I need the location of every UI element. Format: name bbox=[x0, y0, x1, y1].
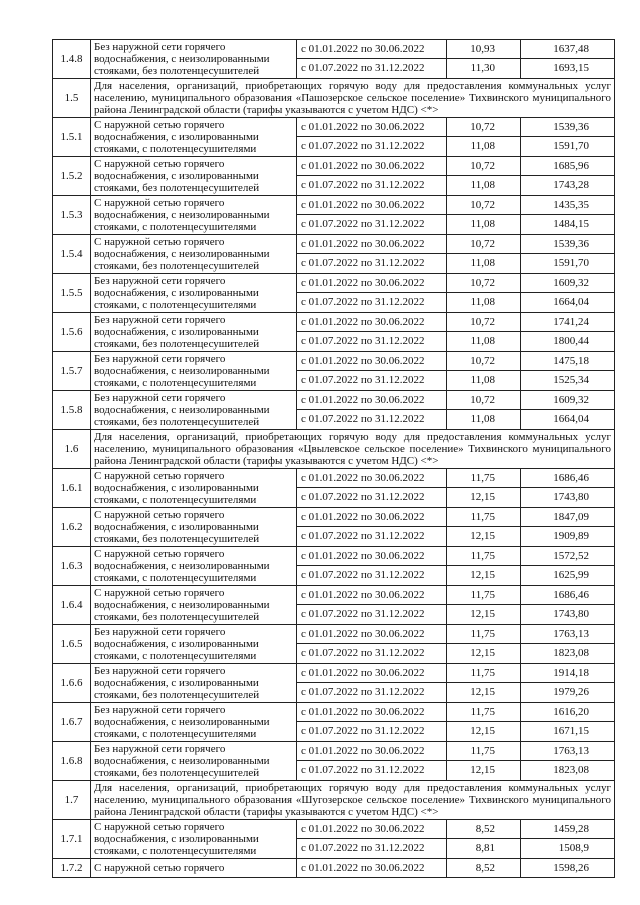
rate-component-1: 11,30 bbox=[447, 59, 521, 79]
rate-component-2: 1763,13 bbox=[521, 625, 615, 644]
period-second-half: с 01.07.2022 по 31.12.2022 bbox=[297, 488, 447, 508]
period-first-half: с 01.01.2022 по 30.06.2022 bbox=[297, 391, 447, 410]
period-second-half: с 01.07.2022 по 31.12.2022 bbox=[297, 839, 447, 859]
item-number: 1.5.8 bbox=[53, 391, 91, 430]
item-number: 1.6.1 bbox=[53, 469, 91, 508]
rate-component-1: 12,15 bbox=[447, 722, 521, 742]
rate-component-1: 11,08 bbox=[447, 137, 521, 157]
rate-component-1: 11,75 bbox=[447, 586, 521, 605]
item-number: 1.5.6 bbox=[53, 313, 91, 352]
period-second-half: с 01.07.2022 по 31.12.2022 bbox=[297, 371, 447, 391]
table-row bbox=[53, 352, 615, 371]
item-description: Без наружной сети горячего водоснабжения, с изолированными стояками, без полотенцесушителей bbox=[91, 664, 297, 703]
item-description: Без наружной сети горячего водоснабжения, с изолированными стояками, без полотенцесушителей bbox=[91, 313, 297, 352]
rate-component-1: 10,72 bbox=[447, 196, 521, 215]
table-row bbox=[53, 196, 615, 215]
period-second-half: с 01.07.2022 по 31.12.2022 bbox=[297, 59, 447, 79]
rate-component-1: 12,15 bbox=[447, 527, 521, 547]
rate-component-1: 10,93 bbox=[447, 40, 521, 59]
period-first-half: с 01.01.2022 по 30.06.2022 bbox=[297, 586, 447, 605]
table-row bbox=[53, 859, 615, 878]
item-number: 1.6.6 bbox=[53, 664, 91, 703]
rate-component-2: 1508,9 bbox=[521, 839, 615, 859]
rate-component-2: 1539,36 bbox=[521, 118, 615, 137]
period-first-half: с 01.01.2022 по 30.06.2022 bbox=[297, 664, 447, 683]
item-description: Без наружной сети горячего водоснабжения, с неизолированными стояками, без полотенцесушителей bbox=[91, 40, 297, 79]
rate-component-2: 1435,35 bbox=[521, 196, 615, 215]
tariff-table-body bbox=[53, 40, 615, 878]
item-description: С наружной сетью горячего водоснабжения, с неизолированными стояками, без полотенцесушителей bbox=[91, 235, 297, 274]
period-first-half: с 01.01.2022 по 30.06.2022 bbox=[297, 547, 447, 566]
rate-component-1: 12,15 bbox=[447, 644, 521, 664]
item-description: С наружной сетью горячего водоснабжения, с изолированными стояками, с полотенцесушителями bbox=[91, 118, 297, 157]
section-description: Для населения, организаций, приобретающих горячую воду для предоставления коммунальных услуг населению, муниципального образования «Пашозерское сельское поселение» Тихвинского муниципального района Ленинградской области (тарифы указываются с учетом НДС) <*> bbox=[91, 79, 615, 118]
rate-component-2: 1914,18 bbox=[521, 664, 615, 683]
table-row bbox=[53, 391, 615, 410]
section-description: Для населения, организаций, приобретающих горячую воду для предоставления коммунальных услуг населению, муниципального образования «Цвылевское сельское поселение» Тихвинского муниципального района Ленинградской области (тарифы указываются с учетом НДС) <*> bbox=[91, 430, 615, 469]
period-first-half: с 01.01.2022 по 30.06.2022 bbox=[297, 352, 447, 371]
period-second-half: с 01.07.2022 по 31.12.2022 bbox=[297, 722, 447, 742]
rate-component-2: 1909,89 bbox=[521, 527, 615, 547]
rate-component-2: 1800,44 bbox=[521, 332, 615, 352]
rate-component-1: 12,15 bbox=[447, 683, 521, 703]
item-number: 1.5.1 bbox=[53, 118, 91, 157]
rate-component-1: 11,08 bbox=[447, 293, 521, 313]
tariff-table bbox=[52, 39, 615, 878]
item-number: 1.5.2 bbox=[53, 157, 91, 196]
rate-component-2: 1979,26 bbox=[521, 683, 615, 703]
period-first-half: с 01.01.2022 по 30.06.2022 bbox=[297, 703, 447, 722]
rate-component-1: 10,72 bbox=[447, 235, 521, 254]
table-row bbox=[53, 820, 615, 839]
rate-component-2: 1693,15 bbox=[521, 59, 615, 79]
period-second-half: с 01.07.2022 по 31.12.2022 bbox=[297, 683, 447, 703]
rate-component-2: 1539,36 bbox=[521, 235, 615, 254]
rate-component-1: 11,08 bbox=[447, 410, 521, 430]
rate-component-2: 1625,99 bbox=[521, 566, 615, 586]
table-row bbox=[53, 547, 615, 566]
rate-component-2: 1664,04 bbox=[521, 410, 615, 430]
rate-component-2: 1823,08 bbox=[521, 761, 615, 781]
rate-component-1: 11,08 bbox=[447, 215, 521, 235]
rate-component-1: 11,75 bbox=[447, 625, 521, 644]
item-number: 1.5.5 bbox=[53, 274, 91, 313]
item-number: 1.6.7 bbox=[53, 703, 91, 742]
table-row bbox=[53, 625, 615, 644]
table-row bbox=[53, 469, 615, 488]
item-number: 1.5.7 bbox=[53, 352, 91, 391]
period-second-half: с 01.07.2022 по 31.12.2022 bbox=[297, 761, 447, 781]
table-row bbox=[53, 235, 615, 254]
period-first-half: с 01.01.2022 по 30.06.2022 bbox=[297, 196, 447, 215]
table-row bbox=[53, 313, 615, 332]
item-number: 1.7.2 bbox=[53, 859, 91, 878]
item-description: С наружной сетью горячего водоснабжения, с изолированными стояками, с полотенцесушителями bbox=[91, 469, 297, 508]
rate-component-1: 10,72 bbox=[447, 118, 521, 137]
section-description: Для населения, организаций, приобретающих горячую воду для предоставления коммунальных услуг населению, муниципального образования «Шугозерское сельское поселение» Тихвинского муниципального района Ленинградской области (тарифы указываются с учетом НДС) <*> bbox=[91, 781, 615, 820]
rate-component-2: 1572,52 bbox=[521, 547, 615, 566]
rate-component-2: 1525,34 bbox=[521, 371, 615, 391]
item-description: Без наружной сети горячего водоснабжения, с неизолированными стояками, с полотенцесушителями bbox=[91, 352, 297, 391]
period-first-half: с 01.01.2022 по 30.06.2022 bbox=[297, 625, 447, 644]
section-number: 1.6 bbox=[53, 430, 91, 469]
rate-component-1: 11,75 bbox=[447, 742, 521, 761]
rate-component-2: 1741,24 bbox=[521, 313, 615, 332]
table-row bbox=[53, 703, 615, 722]
rate-component-2: 1743,80 bbox=[521, 488, 615, 508]
table-row bbox=[53, 40, 615, 59]
table-row bbox=[53, 157, 615, 176]
rate-component-2: 1616,20 bbox=[521, 703, 615, 722]
rate-component-1: 12,15 bbox=[447, 566, 521, 586]
rate-component-2: 1475,18 bbox=[521, 352, 615, 371]
rate-component-1: 10,72 bbox=[447, 391, 521, 410]
section-row bbox=[53, 781, 615, 820]
period-first-half: с 01.01.2022 по 30.06.2022 bbox=[297, 508, 447, 527]
section-number: 1.5 bbox=[53, 79, 91, 118]
rate-component-1: 8,81 bbox=[447, 839, 521, 859]
period-first-half: с 01.01.2022 по 30.06.2022 bbox=[297, 157, 447, 176]
table-row bbox=[53, 274, 615, 293]
table-row bbox=[53, 664, 615, 683]
rate-component-2: 1591,70 bbox=[521, 137, 615, 157]
period-second-half: с 01.07.2022 по 31.12.2022 bbox=[297, 215, 447, 235]
item-description: Без наружной сети горячего водоснабжения, с неизолированными стояками, без полотенцесушителей bbox=[91, 391, 297, 430]
item-description: Без наружной сети горячего водоснабжения, с неизолированными стояками, без полотенцесушителей bbox=[91, 742, 297, 781]
item-number: 1.6.4 bbox=[53, 586, 91, 625]
rate-component-1: 12,15 bbox=[447, 605, 521, 625]
rate-component-1: 11,08 bbox=[447, 332, 521, 352]
table-row bbox=[53, 118, 615, 137]
period-second-half: с 01.07.2022 по 31.12.2022 bbox=[297, 176, 447, 196]
item-description: Без наружной сети горячего водоснабжения, с изолированными стояками, с полотенцесушителями bbox=[91, 625, 297, 664]
rate-component-1: 11,08 bbox=[447, 254, 521, 274]
rate-component-2: 1686,46 bbox=[521, 469, 615, 488]
rate-component-2: 1686,46 bbox=[521, 586, 615, 605]
rate-component-1: 11,75 bbox=[447, 703, 521, 722]
rate-component-2: 1847,09 bbox=[521, 508, 615, 527]
period-first-half: с 01.01.2022 по 30.06.2022 bbox=[297, 235, 447, 254]
item-description: С наружной сетью горячего bbox=[91, 859, 297, 878]
period-second-half: с 01.07.2022 по 31.12.2022 bbox=[297, 332, 447, 352]
item-description: С наружной сетью горячего водоснабжения, с изолированными стояками, с полотенцесушителями bbox=[91, 820, 297, 859]
table-row bbox=[53, 508, 615, 527]
rate-component-2: 1484,15 bbox=[521, 215, 615, 235]
item-number: 1.5.3 bbox=[53, 196, 91, 235]
rate-component-1: 8,52 bbox=[447, 859, 521, 878]
period-second-half: с 01.07.2022 по 31.12.2022 bbox=[297, 566, 447, 586]
rate-component-2: 1743,80 bbox=[521, 605, 615, 625]
item-number: 1.5.4 bbox=[53, 235, 91, 274]
item-number: 1.4.8 bbox=[53, 40, 91, 79]
period-second-half: с 01.07.2022 по 31.12.2022 bbox=[297, 605, 447, 625]
rate-component-1: 10,72 bbox=[447, 352, 521, 371]
rate-component-2: 1609,32 bbox=[521, 274, 615, 293]
rate-component-1: 8,52 bbox=[447, 820, 521, 839]
rate-component-2: 1459,28 bbox=[521, 820, 615, 839]
rate-component-1: 11,75 bbox=[447, 508, 521, 527]
period-first-half: с 01.01.2022 по 30.06.2022 bbox=[297, 859, 447, 878]
item-number: 1.6.5 bbox=[53, 625, 91, 664]
rate-component-1: 10,72 bbox=[447, 274, 521, 293]
item-description: С наружной сетью горячего водоснабжения, с изолированными стояками, без полотенцесушителей bbox=[91, 508, 297, 547]
rate-component-2: 1671,15 bbox=[521, 722, 615, 742]
table-row bbox=[53, 742, 615, 761]
period-first-half: с 01.01.2022 по 30.06.2022 bbox=[297, 40, 447, 59]
period-first-half: с 01.01.2022 по 30.06.2022 bbox=[297, 469, 447, 488]
period-second-half: с 01.07.2022 по 31.12.2022 bbox=[297, 137, 447, 157]
period-first-half: с 01.01.2022 по 30.06.2022 bbox=[297, 118, 447, 137]
rate-component-1: 11,75 bbox=[447, 547, 521, 566]
period-second-half: с 01.07.2022 по 31.12.2022 bbox=[297, 254, 447, 274]
table-row bbox=[53, 586, 615, 605]
rate-component-2: 1763,13 bbox=[521, 742, 615, 761]
item-number: 1.6.3 bbox=[53, 547, 91, 586]
rate-component-2: 1685,96 bbox=[521, 157, 615, 176]
item-number: 1.6.8 bbox=[53, 742, 91, 781]
item-description: С наружной сетью горячего водоснабжения, с неизолированными стояками, без полотенцесушителей bbox=[91, 586, 297, 625]
period-first-half: с 01.01.2022 по 30.06.2022 bbox=[297, 313, 447, 332]
item-description: С наружной сетью горячего водоснабжения, с неизолированными стояками, с полотенцесушителями bbox=[91, 196, 297, 235]
rate-component-2: 1609,32 bbox=[521, 391, 615, 410]
period-second-half: с 01.07.2022 по 31.12.2022 bbox=[297, 527, 447, 547]
rate-component-2: 1591,70 bbox=[521, 254, 615, 274]
rate-component-2: 1743,28 bbox=[521, 176, 615, 196]
rate-component-1: 10,72 bbox=[447, 313, 521, 332]
rate-component-1: 11,08 bbox=[447, 371, 521, 391]
period-second-half: с 01.07.2022 по 31.12.2022 bbox=[297, 410, 447, 430]
rate-component-1: 12,15 bbox=[447, 488, 521, 508]
rate-component-2: 1664,04 bbox=[521, 293, 615, 313]
period-first-half: с 01.01.2022 по 30.06.2022 bbox=[297, 274, 447, 293]
item-description: Без наружной сети горячего водоснабжения, с изолированными стояками, с полотенцесушителями bbox=[91, 274, 297, 313]
item-description: Без наружной сети горячего водоснабжения, с неизолированными стояками, с полотенцесушителями bbox=[91, 703, 297, 742]
period-first-half: с 01.01.2022 по 30.06.2022 bbox=[297, 820, 447, 839]
section-number: 1.7 bbox=[53, 781, 91, 820]
item-description: С наружной сетью горячего водоснабжения, с изолированными стояками, без полотенцесушителей bbox=[91, 157, 297, 196]
item-number: 1.6.2 bbox=[53, 508, 91, 547]
period-first-half: с 01.01.2022 по 30.06.2022 bbox=[297, 742, 447, 761]
item-description: С наружной сетью горячего водоснабжения, с неизолированными стояками, с полотенцесушителями bbox=[91, 547, 297, 586]
rate-component-2: 1637,48 bbox=[521, 40, 615, 59]
rate-component-2: 1823,08 bbox=[521, 644, 615, 664]
rate-component-1: 11,75 bbox=[447, 664, 521, 683]
section-row bbox=[53, 430, 615, 469]
period-second-half: с 01.07.2022 по 31.12.2022 bbox=[297, 293, 447, 313]
rate-component-1: 10,72 bbox=[447, 157, 521, 176]
rate-component-1: 11,08 bbox=[447, 176, 521, 196]
item-number: 1.7.1 bbox=[53, 820, 91, 859]
rate-component-2: 1598,26 bbox=[521, 859, 615, 878]
section-row bbox=[53, 79, 615, 118]
rate-component-1: 12,15 bbox=[447, 761, 521, 781]
period-second-half: с 01.07.2022 по 31.12.2022 bbox=[297, 644, 447, 664]
rate-component-1: 11,75 bbox=[447, 469, 521, 488]
